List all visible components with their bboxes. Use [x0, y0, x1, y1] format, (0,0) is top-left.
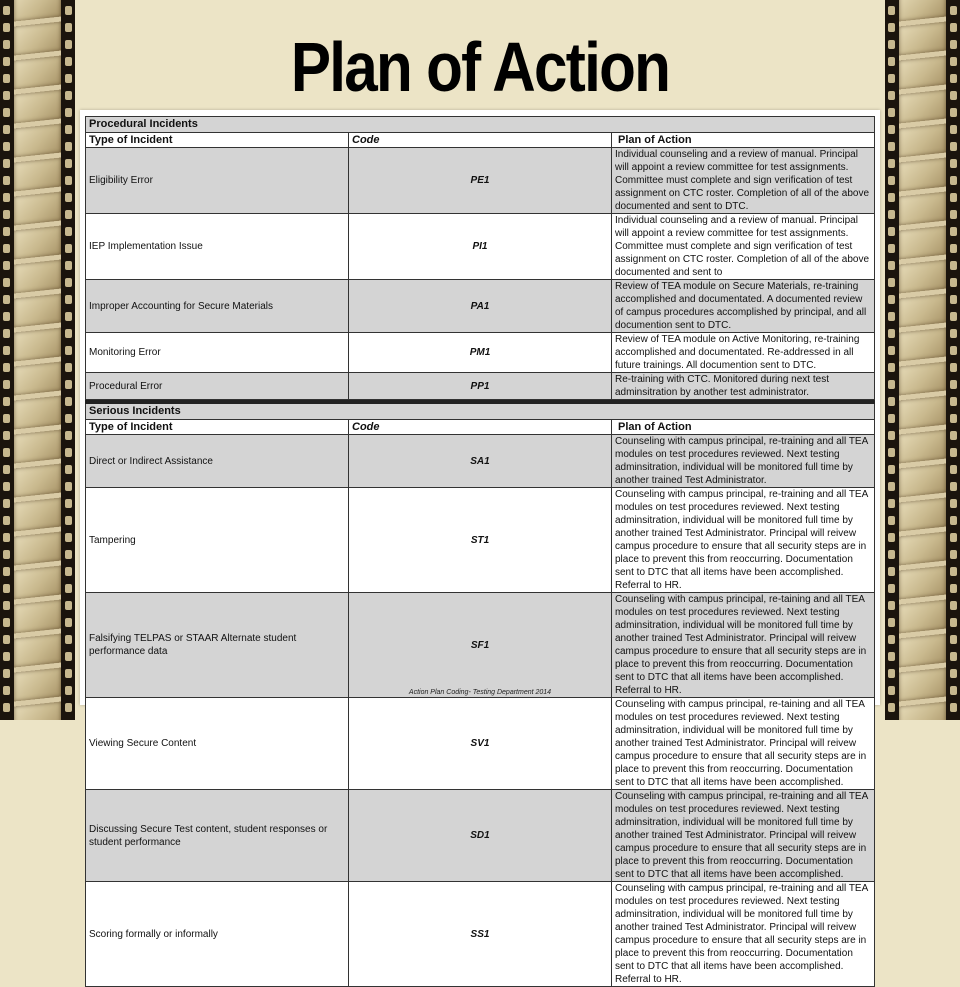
sprocket-hole — [888, 244, 895, 253]
sprocket-hole — [65, 431, 72, 440]
sprocket-hole — [888, 669, 895, 678]
film-frame — [14, 328, 61, 362]
table-row — [86, 593, 875, 698]
incident-type: Scoring formally or informally — [86, 882, 349, 987]
sprocket-hole — [65, 108, 72, 117]
film-frame — [899, 668, 946, 702]
sprocket-hole — [950, 23, 957, 32]
sprocket-hole — [65, 465, 72, 474]
sprocket-hole — [3, 74, 10, 83]
sprocket-hole — [3, 686, 10, 695]
film-frame — [14, 22, 61, 56]
incident-plan: Re-training with CTC. Monitored during next test adminsitration by another test administrator. — [612, 373, 875, 400]
column-header-code: Code — [349, 133, 612, 148]
sprocket-hole — [888, 346, 895, 355]
sprocket-hole — [888, 414, 895, 423]
sprocket-hole — [65, 227, 72, 236]
incident-plan: Review of TEA module on Active Monitoring, re-training accomplished and documentated. Re-addressed in all future trainings. All documention sent to DTC. — [612, 333, 875, 373]
film-frame — [14, 362, 61, 396]
sprocket-hole — [888, 601, 895, 610]
sprocket-hole — [3, 159, 10, 168]
action-plan-table — [85, 116, 875, 987]
section-heading-serious: Serious Incidents — [86, 404, 875, 420]
column-header-type: Type of Incident — [86, 133, 349, 148]
document-footer: Action Plan Coding- Testing Department 2014 — [408, 689, 552, 696]
film-frame — [899, 532, 946, 566]
sprocket-hole — [950, 414, 957, 423]
sprocket-hole — [888, 261, 895, 270]
section-heading-procedural: Procedural Incidents — [86, 117, 875, 133]
sprocket-hole — [65, 533, 72, 542]
sprocket-hole — [950, 550, 957, 559]
table-row — [86, 214, 875, 280]
sprocket-hole — [3, 142, 10, 151]
incident-code: SS1 — [349, 882, 612, 987]
incident-code: ST1 — [349, 488, 612, 593]
sprocket-hole — [950, 159, 957, 168]
film-frame — [899, 328, 946, 362]
sprocket-hole — [888, 618, 895, 627]
sprocket-hole — [888, 363, 895, 372]
sprocket-hole — [950, 533, 957, 542]
incident-plan: Counseling with campus principal, re-taining and all TEA modules on test procedures reviewed. Next testing adminsitration, individual will be monitored full time by another trained Test Administrator. Principal will reivew campus procedure to ensure that all security steps are in place to prevent this from reoccurring. Documentation sent to DTC that all items have been accomplished. Referral to HR. — [612, 593, 875, 698]
column-header-code: Code — [349, 420, 612, 435]
table-row — [86, 373, 875, 400]
incident-type: Falsifying TELPAS or STAAR Alternate student performance data — [86, 593, 349, 698]
film-frame — [899, 498, 946, 532]
incident-code: PE1 — [349, 148, 612, 214]
sprocket-hole — [888, 635, 895, 644]
sprocket-hole — [3, 703, 10, 712]
column-header-row — [86, 133, 875, 148]
sprocket-hole — [65, 278, 72, 287]
sprocket-hole — [65, 159, 72, 168]
sprocket-hole — [65, 346, 72, 355]
sprocket-hole — [3, 346, 10, 355]
film-frame — [14, 702, 61, 720]
incident-type: Procedural Error — [86, 373, 349, 400]
incident-type: Eligibility Error — [86, 148, 349, 214]
sprocket-hole — [888, 550, 895, 559]
sprocket-hole — [3, 652, 10, 661]
film-frame — [899, 396, 946, 430]
table-row — [86, 882, 875, 987]
sprocket-hole — [950, 125, 957, 134]
table-row — [86, 698, 875, 790]
sprocket-hole — [3, 516, 10, 525]
sprocket-hole — [3, 312, 10, 321]
section-heading-row — [86, 404, 875, 420]
sprocket-hole — [888, 142, 895, 151]
sprocket-hole — [3, 448, 10, 457]
sprocket-hole — [65, 40, 72, 49]
film-frame — [899, 226, 946, 260]
sprocket-hole — [950, 346, 957, 355]
film-frame — [899, 22, 946, 56]
film-frame — [14, 124, 61, 158]
sprocket-hole — [888, 23, 895, 32]
sprocket-hole — [3, 550, 10, 559]
film-frame — [14, 532, 61, 566]
sprocket-hole — [65, 312, 72, 321]
sprocket-column — [950, 0, 957, 720]
sprocket-hole — [950, 703, 957, 712]
film-frame — [899, 0, 946, 21]
incident-plan: Counseling with campus principal, re-training and all TEA modules on test procedures reviewed. Next testing adminsitration, individual will be monitored full time by another trained Test Administrator. — [612, 435, 875, 488]
sprocket-hole — [888, 159, 895, 168]
film-frame — [14, 90, 61, 124]
sprocket-hole — [65, 482, 72, 491]
table-row — [86, 488, 875, 593]
film-frame — [14, 192, 61, 226]
film-strip-left — [0, 0, 75, 720]
sprocket-hole — [3, 244, 10, 253]
film-frame — [899, 566, 946, 600]
sprocket-hole — [65, 669, 72, 678]
sprocket-hole — [888, 380, 895, 389]
table-row — [86, 333, 875, 373]
sprocket-hole — [950, 380, 957, 389]
sprocket-hole — [888, 499, 895, 508]
film-frame — [14, 226, 61, 260]
sprocket-hole — [65, 448, 72, 457]
sprocket-hole — [65, 516, 72, 525]
film-frame — [899, 362, 946, 396]
sprocket-hole — [950, 261, 957, 270]
film-frames — [899, 0, 946, 720]
sprocket-hole — [888, 431, 895, 440]
sprocket-hole — [65, 244, 72, 253]
sprocket-hole — [888, 516, 895, 525]
sprocket-hole — [65, 635, 72, 644]
film-frame — [14, 0, 61, 21]
sprocket-hole — [950, 618, 957, 627]
incident-plan: Counseling with campus principal, re-training and all TEA modules on test procedures reviewed. Next testing adminsitration, individual will be monitored full time by another trained Test Administrator. Principal will reivew campus procedure to ensure that all security steps are in place to prevent this from reoccurring. Documentation sent to DTC that all items have been accomplished. — [612, 790, 875, 882]
sprocket-hole — [950, 312, 957, 321]
film-frame — [899, 124, 946, 158]
film-strip-right — [885, 0, 960, 720]
sprocket-hole — [3, 414, 10, 423]
film-frame — [14, 396, 61, 430]
sprocket-hole — [888, 567, 895, 576]
incident-plan: Counseling with campus principal, re-training and all TEA modules on test procedures reviewed. Next testing adminsitration, individual will be monitored full time by another trained Test Administrator. Principal will reivew campus procedure to ensure that all security steps are in place to prevent this from reoccurring. Documentation sent to DTC that all items have been accomplished. Referral to HR. — [612, 882, 875, 987]
incident-code: SD1 — [349, 790, 612, 882]
sprocket-hole — [950, 669, 957, 678]
incident-plan: Individual counseling and a review of manual. Principal will appoint a review committee for test assignments. Committee must complete and sign verification of test assignment on CTC roster. Completion of all of the above documented and sent to DTC. — [612, 148, 875, 214]
sprocket-hole — [950, 397, 957, 406]
sprocket-hole — [3, 533, 10, 542]
sprocket-hole — [950, 227, 957, 236]
sprocket-hole — [950, 40, 957, 49]
sprocket-hole — [950, 244, 957, 253]
sprocket-hole — [3, 635, 10, 644]
sprocket-hole — [950, 499, 957, 508]
sprocket-hole — [950, 363, 957, 372]
sprocket-hole — [65, 618, 72, 627]
film-frame — [899, 464, 946, 498]
incident-plan: Review of TEA module on Secure Materials, re-training accomplished and documentated. A documented review of campus procedures accomplished by principal, and all documention sent to DTC. — [612, 280, 875, 333]
sprocket-hole — [65, 414, 72, 423]
sprocket-hole — [950, 482, 957, 491]
incident-code: PM1 — [349, 333, 612, 373]
sprocket-hole — [65, 91, 72, 100]
film-frame — [14, 56, 61, 90]
sprocket-hole — [65, 295, 72, 304]
sprocket-hole — [950, 567, 957, 576]
film-frame — [899, 600, 946, 634]
sprocket-hole — [950, 142, 957, 151]
sprocket-hole — [888, 465, 895, 474]
sprocket-hole — [65, 74, 72, 83]
sprocket-hole — [888, 227, 895, 236]
sprocket-hole — [3, 482, 10, 491]
sprocket-column — [65, 0, 72, 720]
sprocket-hole — [950, 210, 957, 219]
sprocket-hole — [888, 193, 895, 202]
incident-type: Tampering — [86, 488, 349, 593]
incident-code: PI1 — [349, 214, 612, 280]
sprocket-hole — [3, 431, 10, 440]
sprocket-hole — [950, 465, 957, 474]
sprocket-hole — [65, 652, 72, 661]
sprocket-hole — [65, 329, 72, 338]
film-frame — [899, 260, 946, 294]
table-row — [86, 280, 875, 333]
sprocket-hole — [888, 295, 895, 304]
sprocket-hole — [3, 176, 10, 185]
sprocket-hole — [65, 567, 72, 576]
sprocket-hole — [65, 380, 72, 389]
incident-code: SF1 — [349, 593, 612, 698]
film-frame — [14, 294, 61, 328]
incident-plan: Counseling with campus principal, re-taining and all TEA modules on test procedures reviewed. Next testing adminsitration, individual will be monitored full time by another trained Test Administrator. Principal will reivew campus procedure to ensure that all security steps are in place to prevent this from reoccurring. Documentation sent to DTC that all items have been accomplished. — [612, 698, 875, 790]
film-frame — [14, 600, 61, 634]
sprocket-hole — [3, 23, 10, 32]
incident-type: Viewing Secure Content — [86, 698, 349, 790]
sprocket-hole — [3, 210, 10, 219]
sprocket-hole — [3, 465, 10, 474]
sprocket-hole — [65, 499, 72, 508]
sprocket-hole — [888, 652, 895, 661]
sprocket-hole — [65, 686, 72, 695]
sprocket-hole — [950, 295, 957, 304]
sprocket-hole — [950, 6, 957, 15]
sprocket-hole — [3, 669, 10, 678]
incident-code: SA1 — [349, 435, 612, 488]
sprocket-hole — [3, 261, 10, 270]
sprocket-hole — [65, 193, 72, 202]
sprocket-hole — [65, 703, 72, 712]
sprocket-hole — [65, 363, 72, 372]
sprocket-hole — [3, 125, 10, 134]
sprocket-hole — [3, 193, 10, 202]
sprocket-hole — [888, 176, 895, 185]
sprocket-hole — [950, 635, 957, 644]
sprocket-hole — [3, 363, 10, 372]
film-frame — [899, 702, 946, 720]
sprocket-hole — [3, 295, 10, 304]
incident-plan: Individual counseling and a review of manual. Principal will appoint a review committee for test assignments. Committee must complete and sign verification of test assignment on CTC roster. Completion of all of the above documented and sent to — [612, 214, 875, 280]
sprocket-hole — [888, 125, 895, 134]
sprocket-hole — [3, 499, 10, 508]
film-frames — [14, 0, 61, 720]
sprocket-hole — [950, 431, 957, 440]
sprocket-hole — [888, 397, 895, 406]
action-plan-document — [80, 110, 880, 985]
film-frame — [14, 158, 61, 192]
sprocket-hole — [3, 108, 10, 117]
sprocket-hole — [888, 74, 895, 83]
table-row — [86, 148, 875, 214]
film-frame — [14, 498, 61, 532]
sprocket-hole — [888, 703, 895, 712]
incident-type: Direct or Indirect Assistance — [86, 435, 349, 488]
sprocket-hole — [65, 176, 72, 185]
sprocket-column — [888, 0, 895, 720]
sprocket-hole — [950, 652, 957, 661]
sprocket-column — [3, 0, 10, 720]
sprocket-hole — [950, 686, 957, 695]
sprocket-hole — [950, 448, 957, 457]
sprocket-hole — [950, 57, 957, 66]
sprocket-hole — [888, 108, 895, 117]
sprocket-hole — [3, 40, 10, 49]
sprocket-hole — [65, 142, 72, 151]
sprocket-hole — [3, 227, 10, 236]
sprocket-hole — [65, 550, 72, 559]
sprocket-hole — [888, 210, 895, 219]
sprocket-hole — [3, 380, 10, 389]
film-frame — [899, 158, 946, 192]
film-frame — [899, 430, 946, 464]
sprocket-hole — [950, 74, 957, 83]
sprocket-hole — [3, 91, 10, 100]
sprocket-hole — [65, 210, 72, 219]
sprocket-hole — [888, 329, 895, 338]
sprocket-hole — [888, 312, 895, 321]
sprocket-hole — [888, 533, 895, 542]
sprocket-hole — [3, 6, 10, 15]
sprocket-hole — [65, 23, 72, 32]
sprocket-hole — [888, 91, 895, 100]
sprocket-hole — [950, 329, 957, 338]
sprocket-hole — [950, 601, 957, 610]
sprocket-hole — [950, 108, 957, 117]
table-row — [86, 790, 875, 882]
sprocket-hole — [3, 397, 10, 406]
incident-code: PA1 — [349, 280, 612, 333]
incident-type: Discussing Secure Test content, student responses or student performance — [86, 790, 349, 882]
incident-code: SV1 — [349, 698, 612, 790]
sprocket-hole — [888, 40, 895, 49]
film-frame — [14, 634, 61, 668]
sprocket-hole — [3, 584, 10, 593]
film-frame — [14, 464, 61, 498]
sprocket-hole — [950, 176, 957, 185]
sprocket-hole — [950, 278, 957, 287]
sprocket-hole — [65, 601, 72, 610]
sprocket-hole — [65, 125, 72, 134]
slide-title: Plan of Action — [290, 28, 670, 106]
incident-type: IEP Implementation Issue — [86, 214, 349, 280]
sprocket-hole — [3, 57, 10, 66]
sprocket-hole — [3, 329, 10, 338]
sprocket-hole — [950, 584, 957, 593]
sprocket-hole — [888, 278, 895, 287]
sprocket-hole — [950, 193, 957, 202]
section-heading-row — [86, 117, 875, 133]
sprocket-hole — [888, 584, 895, 593]
table-row — [86, 435, 875, 488]
incident-type: Monitoring Error — [86, 333, 349, 373]
sprocket-hole — [888, 482, 895, 491]
sprocket-hole — [888, 6, 895, 15]
sprocket-hole — [888, 686, 895, 695]
sprocket-hole — [65, 261, 72, 270]
sprocket-hole — [65, 584, 72, 593]
film-frame — [14, 260, 61, 294]
film-frame — [14, 668, 61, 702]
sprocket-hole — [65, 397, 72, 406]
sprocket-hole — [3, 278, 10, 287]
sprocket-hole — [888, 448, 895, 457]
film-frame — [899, 294, 946, 328]
incident-type: Improper Accounting for Secure Materials — [86, 280, 349, 333]
film-frame — [899, 192, 946, 226]
sprocket-hole — [3, 618, 10, 627]
sprocket-hole — [3, 567, 10, 576]
column-header-plan: Plan of Action — [612, 133, 875, 148]
incident-plan: Counseling with campus principal, re-training and all TEA modules on test procedures reviewed. Next testing adminsitration, individual will be monitored full time by another trained Test Administrator. Principal will reivew campus procedure to ensure that all security steps are in place to prevent this from reoccurring. Documentation sent to DTC that all items have been accomplished. Referral to HR. — [612, 488, 875, 593]
sprocket-hole — [950, 91, 957, 100]
column-header-row — [86, 420, 875, 435]
sprocket-hole — [950, 516, 957, 525]
film-frame — [14, 430, 61, 464]
film-frame — [14, 566, 61, 600]
film-frame — [899, 634, 946, 668]
sprocket-hole — [65, 6, 72, 15]
sprocket-hole — [3, 601, 10, 610]
incident-code: PP1 — [349, 373, 612, 400]
sprocket-hole — [888, 57, 895, 66]
column-header-plan: Plan of Action — [612, 420, 875, 435]
film-frame — [899, 90, 946, 124]
column-header-type: Type of Incident — [86, 420, 349, 435]
film-frame — [899, 56, 946, 90]
sprocket-hole — [65, 57, 72, 66]
